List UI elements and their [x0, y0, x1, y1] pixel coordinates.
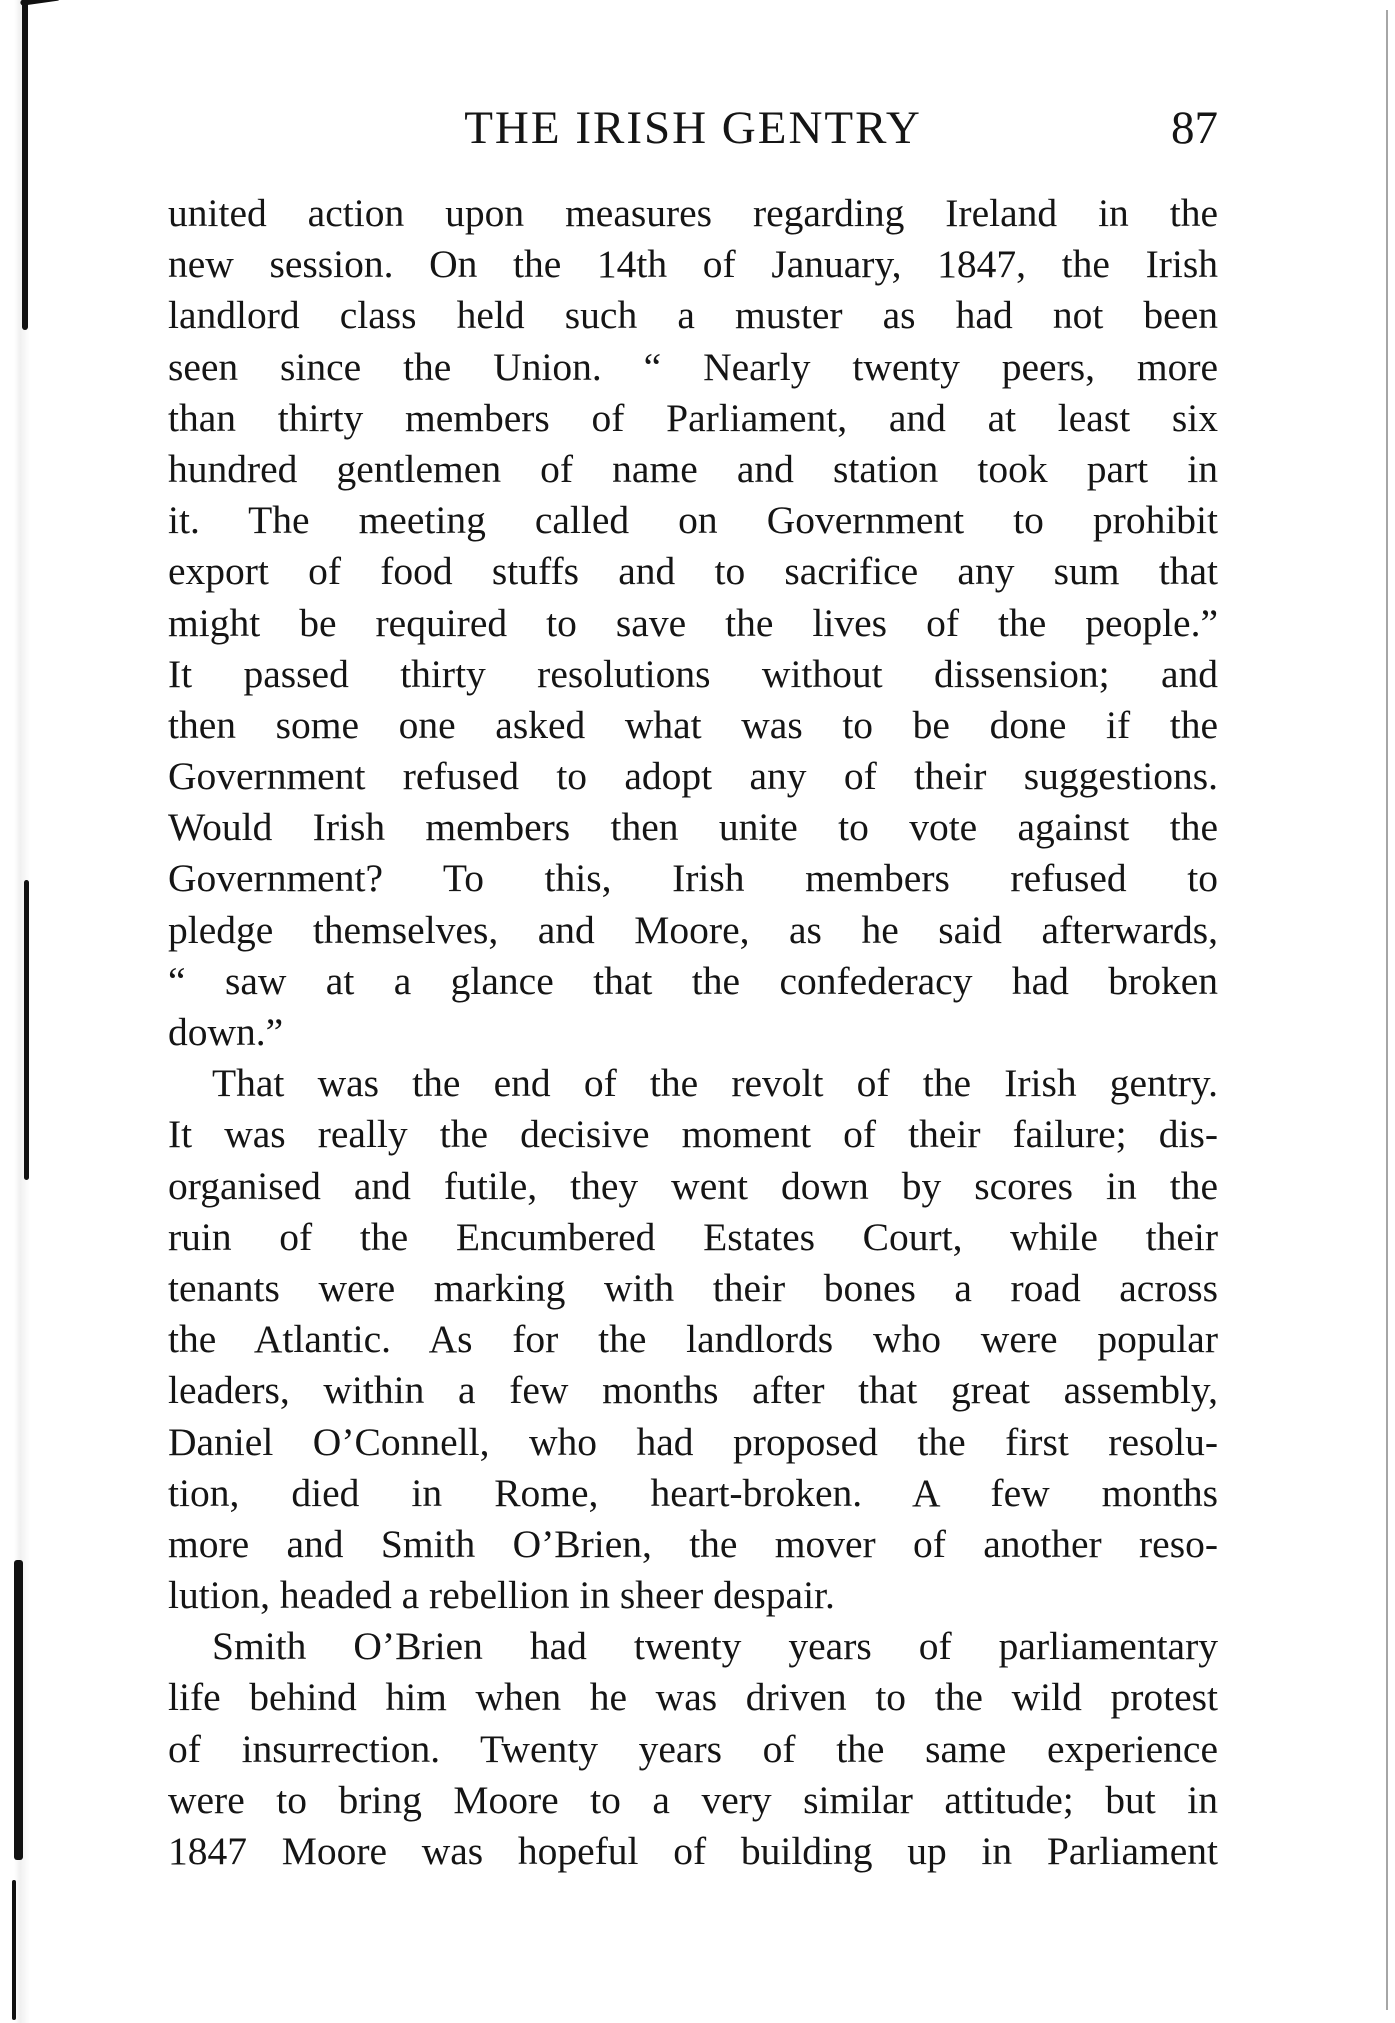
text-line: It passed thirty resolutions without dissension; and [168, 651, 1218, 696]
text-line: export of food stuffs and to sacrifice any sum that [168, 549, 1218, 594]
binding-mark [12, 1880, 16, 2020]
text-line: Government refused to adopt any of their suggestions. [168, 754, 1218, 799]
binding-mark [22, 0, 28, 330]
text-line: Smith O’Brien had twenty years of parliamentary [212, 1624, 1218, 1669]
text-line: seen since the Union. “ Nearly twenty peers, more [168, 344, 1218, 389]
text-line: landlord class held such a muster as had not been [168, 293, 1218, 338]
text-line: it. The meeting called on Government to prohibit [168, 498, 1218, 543]
text-line: were to bring Moore to a very similar attitude; but in [168, 1777, 1218, 1822]
text-line: new session. On the 14th of January, 1847, the Irish [168, 242, 1218, 287]
text-line: “ saw at a glance that the confederacy had broken [168, 958, 1218, 1003]
text-line: pledge themselves, and Moore, as he said afterwards, [168, 907, 1218, 952]
text-line: leaders, within a few months after that great assembly, [168, 1368, 1218, 1413]
body-text [168, 188, 1218, 1877]
text-line: Daniel O’Connell, who had proposed the first resolu- [168, 1419, 1218, 1464]
text-line: ruin of the Encumbered Estates Court, while their [168, 1214, 1218, 1259]
text-line: Would Irish members then unite to vote against the [168, 805, 1218, 850]
binding-mark [20, 0, 60, 6]
page-edge-line [1386, 10, 1388, 2010]
text-line: then some one asked what was to be done if the [168, 702, 1218, 747]
text-line: lution, headed a rebellion in sheer despair. [168, 1573, 835, 1618]
text-line: might be required to save the lives of the people.” [168, 600, 1218, 645]
text-line: united action upon measures regarding Ireland in the [168, 191, 1218, 235]
text-line: That was the end of the revolt of the Irish gentry. [212, 1061, 1218, 1106]
running-title: THE IRISH GENTRY [464, 102, 922, 154]
text-line: Government? To this, Irish members refused to [168, 856, 1218, 901]
text-line: It was really the decisive moment of their failure; dis- [168, 1112, 1218, 1157]
text-line: than thirty members of Parliament, and at least six [168, 395, 1218, 440]
page-number: 87 [1171, 102, 1218, 154]
text-line: life behind him when he was driven to the wild protest [168, 1675, 1218, 1720]
text-line: tion, died in Rome, heart-broken. A few months [168, 1470, 1218, 1515]
text-line: down.” [168, 1010, 284, 1054]
text-line: of insurrection. Twenty years of the same experience [168, 1726, 1218, 1771]
text-line: the Atlantic. As for the landlords who were popular [168, 1317, 1218, 1362]
binding-mark [24, 880, 29, 1180]
running-head [168, 98, 1218, 158]
text-line: organised and futile, they went down by scores in the [168, 1163, 1218, 1208]
text-line: tenants were marking with their bones a road across [168, 1265, 1218, 1310]
text-line: hundred gentlemen of name and station took part in [168, 446, 1218, 491]
binding-mark [14, 1560, 23, 1860]
text-line: more and Smith O’Brien, the mover of another reso- [168, 1521, 1218, 1566]
text-line: 1847 Moore was hopeful of building up in Parliament [168, 1829, 1218, 1873]
